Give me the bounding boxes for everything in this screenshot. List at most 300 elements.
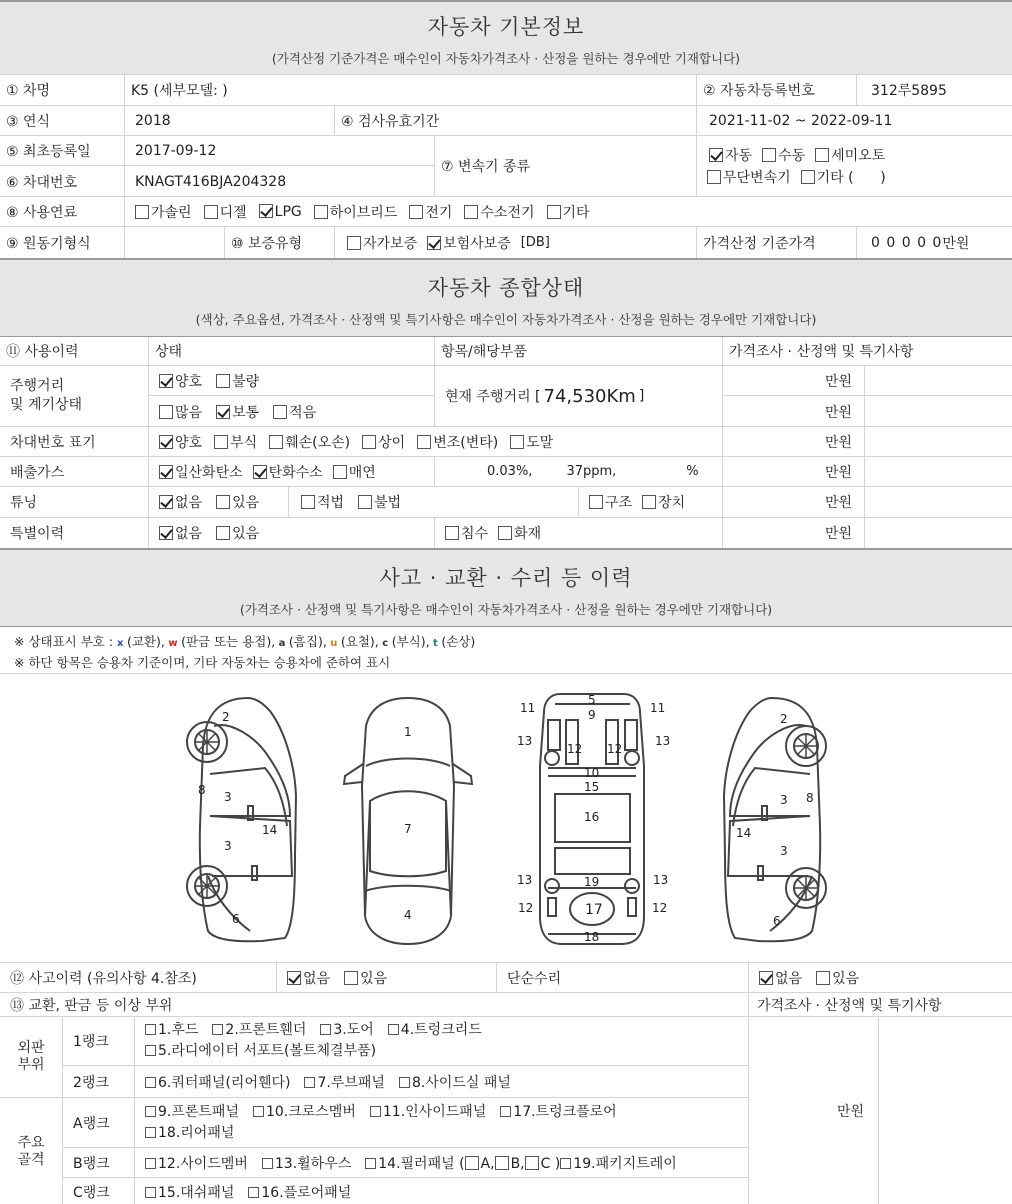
emission-co: 0.03%,	[487, 464, 533, 479]
vin-mark-option-label: 상이	[378, 434, 406, 451]
vin-mark-option-label: 훼손(오손)	[285, 434, 351, 451]
row-year	[0, 105, 1012, 135]
legend-text: (교환),	[126, 634, 165, 649]
inspect-label: ④ 검사유효기간	[334, 106, 696, 135]
tuning-yes-checkbox[interactable]	[216, 495, 230, 509]
reg-no-value: 312루5895	[856, 75, 1012, 105]
vin-mark-checkbox[interactable]	[159, 435, 173, 449]
vin-value: KNAGT416BJA204328	[124, 166, 434, 197]
legend-symbol: t	[429, 638, 442, 649]
trans-semi-checkbox[interactable]	[815, 148, 829, 162]
vin-mark-option[interactable]	[362, 432, 405, 452]
part-label: 13.휠하우스	[274, 1155, 352, 1172]
trans-auto[interactable]: 자동	[709, 145, 752, 165]
part-item[interactable]	[320, 1022, 373, 1038]
svg-text:3: 3	[224, 790, 232, 804]
svg-text:17: 17	[585, 902, 603, 918]
part-checkbox[interactable]	[145, 1077, 156, 1088]
tuning-yes[interactable]: 있음	[216, 492, 259, 512]
svg-text:3: 3	[780, 793, 788, 807]
pillar-checkbox[interactable]	[495, 1156, 509, 1170]
vin-mark-option[interactable]	[214, 432, 257, 452]
part-checkbox[interactable]	[212, 1024, 223, 1035]
part-checkbox[interactable]	[145, 1106, 156, 1117]
emission-option-label: 일산화탄소	[175, 464, 243, 481]
first-reg-value: 2017-09-12	[124, 136, 434, 166]
simple-repair-none-checkbox[interactable]	[759, 971, 773, 985]
emission-label: 배출가스	[10, 464, 65, 481]
part-label: 17.트렁크플로어	[513, 1104, 617, 1120]
mileage-few[interactable]: 적음	[273, 402, 316, 422]
rank2-items	[134, 1065, 748, 1097]
status-title: 자동차 종합상태	[427, 276, 585, 300]
vin-mark-option[interactable]	[417, 432, 498, 452]
pillar-checkbox[interactable]	[525, 1156, 539, 1170]
part-label: 16.플로어패널	[261, 1184, 352, 1201]
part-item[interactable]	[388, 1022, 482, 1038]
rankC-label: C랭크	[62, 1177, 134, 1204]
rankB-items	[134, 1147, 748, 1177]
part-label: 19.패키지트레이	[573, 1155, 677, 1172]
mileage-price-2: 만원	[722, 396, 864, 427]
mileage-value: 74,530Km	[543, 385, 636, 407]
svg-text:9: 9	[588, 708, 596, 722]
svg-text:1: 1	[404, 725, 412, 739]
vin-mark-checkbox[interactable]	[362, 435, 376, 449]
vin-mark-checkbox[interactable]	[214, 435, 228, 449]
fuel-options	[124, 197, 1012, 226]
vin-mark-checkbox[interactable]	[510, 435, 524, 449]
svg-text:2: 2	[222, 710, 230, 724]
fuel-checkbox[interactable]	[135, 205, 149, 219]
warranty-insurer-checkbox[interactable]	[427, 236, 441, 250]
car-left-side	[187, 698, 296, 941]
part-label: 6.쿼터패널(리어휀다)	[158, 1074, 291, 1091]
svg-text:13: 13	[517, 873, 533, 887]
tuning-structure[interactable]: 구조	[589, 492, 632, 512]
rank1-label: 1랭크	[62, 1017, 134, 1065]
special-yes[interactable]: 있음	[216, 523, 259, 543]
legend-text: (흠집),	[288, 634, 327, 649]
part-checkbox[interactable]	[304, 1077, 315, 1088]
fuel-option[interactable]	[314, 202, 398, 222]
part-checkbox[interactable]	[500, 1106, 511, 1117]
svg-text:16: 16	[584, 810, 600, 824]
trans-cvt-checkbox[interactable]	[707, 170, 721, 184]
svg-text:18: 18	[584, 930, 600, 944]
tuning-device-checkbox[interactable]	[642, 495, 656, 509]
accident-title: 사고 · 교환 · 수리 등 이력	[379, 566, 633, 590]
part-label: 8.사이드실 패널	[411, 1074, 511, 1091]
tuning-label: 튜닝	[10, 495, 38, 511]
warranty-self-checkbox[interactable]	[347, 236, 361, 250]
mileage-price-1: 만원	[722, 366, 864, 396]
part-checkbox[interactable]	[145, 1045, 156, 1056]
svg-text:11: 11	[650, 701, 666, 715]
vin-mark-option[interactable]	[510, 432, 553, 452]
rankB-label: B랭크	[62, 1147, 134, 1177]
basic-info-header	[0, 0, 1012, 74]
special-fire-checkbox[interactable]	[498, 526, 512, 540]
part-item[interactable]	[370, 1104, 486, 1120]
emission-pct: %	[686, 464, 699, 479]
emission-option-label: 매연	[348, 464, 376, 481]
status-col-header	[0, 336, 1012, 365]
row-car-name	[0, 74, 1012, 105]
status-subtitle: (색상, 주요옵션, 가격조사 · 산정액 및 특기사항은 매수인이 자동차가격조사 · 산정을 원하는 경우에만 기재합니다)	[195, 312, 817, 327]
part-item[interactable]	[304, 1075, 384, 1091]
part-item[interactable]	[145, 1043, 376, 1059]
car-name-label: ① 차명	[6, 83, 51, 99]
reg-no-label: ② 자동차등록번호	[696, 75, 856, 105]
svg-text:8: 8	[198, 783, 206, 797]
tuning-none-checkbox[interactable]	[159, 495, 173, 509]
vin-mark-checkbox[interactable]	[269, 435, 283, 449]
col-item: 항목/해당부품	[434, 337, 722, 365]
fuel-checkbox[interactable]	[314, 205, 328, 219]
simple-repair-none[interactable]: 없음	[759, 968, 802, 988]
row-vin-mark	[0, 426, 1012, 456]
fuel-option-label: LPG	[274, 203, 302, 220]
part-label: 3.도어	[333, 1022, 374, 1038]
part-checkbox[interactable]	[145, 1158, 156, 1169]
svg-text:2: 2	[780, 712, 788, 726]
vin-mark-checkbox[interactable]	[417, 435, 431, 449]
col-state: 상태	[148, 337, 434, 365]
part-checkbox[interactable]	[320, 1024, 331, 1035]
fuel-option-label: 디젤	[219, 204, 247, 221]
col-price: 가격조사 · 산정액 및 특기사항	[722, 337, 1012, 365]
special-yes-checkbox[interactable]	[216, 526, 230, 540]
simple-repair-yes[interactable]: 있음	[816, 968, 859, 988]
warranty-self[interactable]: 자가보증	[347, 233, 417, 253]
mileage-value-cell	[434, 366, 722, 426]
legend-text: (손상)	[441, 634, 476, 649]
part-item[interactable]	[145, 1185, 234, 1201]
row-emission	[0, 456, 1012, 486]
legend-text: (판금 또는 용접),	[181, 634, 276, 649]
special-none-checkbox[interactable]	[159, 526, 173, 540]
part-item[interactable]	[253, 1104, 356, 1120]
tuning-type	[578, 487, 722, 517]
svg-text:12: 12	[567, 742, 583, 756]
part-item[interactable]	[212, 1022, 306, 1038]
legend-text: (요철),	[340, 634, 379, 649]
row-special	[0, 517, 1012, 548]
legend-symbol: a	[275, 638, 289, 649]
legend-symbol: w	[164, 638, 182, 649]
simple-repair-yes-checkbox[interactable]	[816, 971, 830, 985]
price-value-cell	[856, 227, 1012, 258]
mileage-many-checkbox[interactable]	[159, 405, 173, 419]
part-item[interactable]	[262, 1156, 351, 1172]
svg-text:8: 8	[806, 791, 814, 805]
parts-price: 만원	[748, 1017, 878, 1204]
special-flood-checkbox[interactable]	[445, 526, 459, 540]
legend-block	[0, 626, 1012, 674]
mileage-normal-checkbox[interactable]	[216, 405, 230, 419]
vin-mark-note	[864, 427, 1012, 456]
year-label: ③ 연식	[6, 113, 51, 130]
accident-none-checkbox[interactable]	[287, 971, 301, 985]
part-label: 1.후드	[158, 1022, 199, 1038]
vin-mark-option-label: 도말	[526, 434, 554, 451]
part-item[interactable]	[145, 1022, 198, 1038]
mileage-good[interactable]: 양호	[159, 371, 202, 391]
vin-mark-option[interactable]	[159, 432, 202, 452]
part-label: 4.트렁크리드	[400, 1022, 482, 1038]
special-label: 특별이력	[10, 526, 65, 542]
svg-text:6: 6	[773, 914, 781, 928]
part-item[interactable]	[500, 1104, 616, 1120]
basic-info-subtitle: (가격산정 기준가격은 매수인이 자동차가격조사 · 산정을 원하는 경우에만 기재합니다)	[271, 51, 741, 66]
part-label: 12.사이드멤버	[158, 1155, 248, 1172]
legend-symbol: x	[117, 638, 127, 649]
vin-mark-option[interactable]	[269, 432, 350, 452]
accident-yes-checkbox[interactable]	[344, 971, 358, 985]
rankC-items	[134, 1177, 748, 1204]
legend-symbol: u	[326, 638, 341, 649]
vin-label: ⑥ 차대번호	[6, 174, 78, 191]
fuel-option-label: 하이브리드	[329, 204, 398, 221]
parts-price-label: 가격조사 · 산정액 및 특기사항	[748, 993, 1012, 1016]
outer-label: 외판 부위	[17, 1040, 45, 1073]
car-damage-diagram	[0, 676, 1012, 962]
trans-other[interactable]: 기타 ( )	[801, 167, 886, 187]
part-label: 7.루브패널	[317, 1074, 385, 1091]
price-label: 가격산정 기준가격	[696, 227, 856, 258]
trans-manual-checkbox[interactable]	[762, 148, 776, 162]
mileage-note-1	[864, 366, 1012, 396]
part-label: 10.크로스멤버	[265, 1104, 356, 1120]
special-note	[864, 518, 1012, 548]
svg-text:4: 4	[404, 908, 412, 922]
simple-repair-options	[748, 963, 1012, 992]
fuel-option-label: 전기	[425, 204, 453, 221]
car-top-view	[344, 698, 472, 944]
legend-symbol: c	[378, 638, 392, 649]
inspect-value: 2021-11-02 ~ 2022-09-11	[696, 106, 1012, 135]
fuel-option[interactable]	[259, 204, 302, 220]
special-none[interactable]: 없음	[159, 523, 202, 543]
emission-note	[864, 457, 1012, 486]
warranty-extra: [DB]	[520, 235, 550, 250]
mileage-prefix: 현재 주행거리 [	[445, 389, 541, 405]
tuning-illegal[interactable]: 불법	[358, 492, 401, 512]
part-item[interactable]	[248, 1185, 351, 1201]
svg-text:6: 6	[232, 912, 240, 926]
fuel-option-label: 기타	[562, 204, 590, 221]
basic-info-title: 자동차 기본정보	[427, 15, 585, 39]
part-item[interactable]	[145, 1125, 234, 1141]
status-header	[0, 258, 1012, 336]
mileage-normal[interactable]: 보통	[216, 402, 259, 422]
part-item[interactable]	[145, 1156, 248, 1172]
emission-hc: 37ppm,	[566, 464, 617, 479]
emission-checkbox[interactable]	[253, 465, 267, 479]
special-options	[148, 518, 434, 548]
svg-text:19: 19	[584, 875, 600, 889]
emission-checkbox[interactable]	[333, 465, 347, 479]
accident-none[interactable]: 없음	[287, 968, 330, 988]
mileage-few-checkbox[interactable]	[273, 405, 287, 419]
fuel-option-label: 수소전기	[480, 204, 535, 221]
mileage-many[interactable]: 많음	[159, 402, 202, 422]
mileage-state-1	[148, 366, 434, 396]
row-tuning	[0, 486, 1012, 517]
trans-cvt[interactable]: 무단변속기	[707, 167, 791, 187]
fuel-option[interactable]	[409, 202, 452, 222]
col-history: ⑪ 사용이력	[6, 344, 79, 360]
part-checkbox[interactable]	[145, 1187, 156, 1198]
row-fuel	[0, 196, 1012, 226]
emission-option[interactable]	[333, 462, 376, 482]
part-checkbox[interactable]	[370, 1106, 381, 1117]
fuel-option[interactable]	[547, 202, 590, 222]
svg-text:15: 15	[584, 780, 600, 794]
first-reg-label: ⑤ 최초등록일	[6, 144, 91, 160]
fuel-option[interactable]	[204, 202, 247, 222]
vin-mark-price: 만원	[722, 427, 864, 456]
part-item[interactable]	[145, 1104, 239, 1120]
svg-text:12: 12	[652, 901, 668, 915]
svg-text:14: 14	[262, 823, 278, 837]
trans-auto-checkbox[interactable]	[709, 148, 723, 162]
vin-mark-option-label: 양호	[175, 434, 203, 451]
svg-text:3: 3	[780, 844, 788, 858]
price-unit: 만원	[942, 235, 970, 252]
svg-text:13: 13	[653, 873, 669, 887]
trans-manual[interactable]: 수동	[762, 145, 805, 165]
engine-label: ⑨ 원동기형식	[6, 235, 91, 252]
simple-repair-label: 단순수리	[496, 963, 748, 992]
car-name-value: K5 (세부모델: )	[124, 75, 696, 105]
warranty-options	[334, 227, 696, 258]
emission-values	[434, 457, 722, 486]
car-right-side	[724, 698, 826, 941]
legend-text: (부식),	[391, 634, 430, 649]
fuel-checkbox[interactable]	[409, 205, 423, 219]
part-label: 9.프론트패널	[158, 1104, 239, 1120]
fuel-option[interactable]	[135, 202, 192, 222]
warranty-insurer[interactable]: 보험사보증	[427, 233, 511, 253]
svg-text:12: 12	[607, 742, 623, 756]
rank2-label: 2랭크	[62, 1065, 134, 1097]
accident-header	[0, 548, 1012, 626]
svg-text:14: 14	[736, 826, 752, 840]
fuel-checkbox[interactable]	[204, 205, 218, 219]
vin-mark-label: 차대번호 표기	[10, 434, 96, 451]
part-label: 2.프론트휀더	[225, 1022, 307, 1038]
part-checkbox[interactable]	[145, 1024, 156, 1035]
tuning-legal-checkbox[interactable]	[301, 495, 315, 509]
part-checkbox[interactable]	[388, 1024, 399, 1035]
special-flood[interactable]: 침수	[445, 523, 488, 543]
svg-text:13: 13	[517, 734, 533, 748]
part-label: 18.리어패널	[158, 1125, 235, 1141]
special-price: 만원	[722, 518, 864, 548]
row-mileage	[0, 365, 1012, 426]
trans-label: ⑦ 변속기 종류	[434, 136, 696, 196]
row-accident	[0, 962, 1012, 992]
pillar-checkbox[interactable]	[465, 1156, 479, 1170]
special-fire[interactable]: 화재	[498, 523, 541, 543]
fuel-checkbox[interactable]	[547, 205, 561, 219]
year-value: 2018	[124, 106, 334, 135]
tuning-illegal-checkbox[interactable]	[358, 495, 372, 509]
row-first-reg-vin	[0, 135, 1012, 196]
part-checkbox[interactable]	[262, 1158, 273, 1169]
mileage-good-checkbox[interactable]	[159, 374, 173, 388]
special-types	[434, 518, 722, 548]
emission-option[interactable]	[159, 462, 243, 482]
emission-option[interactable]	[253, 462, 323, 482]
part-label: 11.인사이드패널	[382, 1104, 487, 1120]
rankA-label: A랭크	[62, 1097, 134, 1147]
svg-text:12: 12	[518, 901, 534, 915]
mileage-label: 주행거리 및 계기상태	[10, 378, 83, 413]
svg-text:11: 11	[520, 701, 536, 715]
tuning-note	[864, 487, 1012, 517]
trans-other-checkbox[interactable]	[801, 170, 815, 184]
parts-label: ⑬ 교환, 판금 등 이상 부위	[10, 997, 173, 1014]
mileage-bad-checkbox[interactable]	[216, 374, 230, 388]
fuel-checkbox[interactable]	[259, 204, 273, 218]
vin-mark-options	[148, 427, 722, 456]
rankA-items	[134, 1097, 748, 1147]
svg-text:3: 3	[224, 839, 232, 853]
accident-subtitle: (가격조사 · 산정액 및 특기사항은 매수인이 자동차가격조사 · 산정을 원하는 경우에만 기재합니다)	[239, 602, 773, 617]
engine-value	[124, 227, 224, 258]
tuning-options	[148, 487, 288, 517]
pillar-label: A,	[480, 1155, 495, 1172]
mileage-suffix: ]	[638, 388, 645, 404]
part-checkbox[interactable]	[399, 1077, 410, 1088]
mileage-note-2	[864, 396, 1012, 427]
part-checkbox[interactable]	[253, 1106, 264, 1117]
row-parts-header	[0, 992, 1012, 1016]
fuel-checkbox[interactable]	[464, 205, 478, 219]
row-engine	[0, 226, 1012, 258]
part-item[interactable]	[399, 1075, 511, 1091]
tuning-device[interactable]: 장치	[642, 492, 685, 512]
tuning-none[interactable]: 없음	[159, 492, 202, 512]
accident-options	[276, 963, 496, 992]
emission-checkbox[interactable]	[159, 465, 173, 479]
price-value: 0 0 0 0 0	[871, 234, 943, 251]
fuel-option[interactable]	[464, 202, 534, 222]
svg-text:7: 7	[404, 822, 412, 836]
fuel-option-label: 가솔린	[151, 204, 192, 221]
part-checkbox[interactable]	[365, 1158, 376, 1169]
mileage-bad[interactable]: 불량	[216, 371, 259, 391]
part-checkbox[interactable]	[560, 1158, 571, 1169]
pillar-panel-item[interactable]	[365, 1156, 560, 1172]
vin-mark-option-label: 부식	[230, 434, 258, 451]
part-item[interactable]	[560, 1156, 676, 1172]
accident-label: ⑫ 사고이력 (유의사항 4.참조)	[10, 970, 197, 987]
part-checkbox[interactable]	[248, 1187, 259, 1198]
tuning-legal-yes[interactable]: 적법	[301, 492, 344, 512]
accident-yes[interactable]: 있음	[344, 968, 387, 988]
emission-options	[148, 457, 434, 486]
svg-text:10: 10	[584, 766, 600, 780]
part-item[interactable]	[145, 1075, 290, 1091]
tuning-structure-checkbox[interactable]	[589, 495, 603, 509]
legend-note: ※ 하단 항목은 승용차 기준이며, 기타 자동차는 승용차에 준하여 표시	[14, 655, 391, 670]
trans-semi[interactable]: 세미오토	[815, 145, 885, 165]
part-checkbox[interactable]	[145, 1127, 156, 1138]
